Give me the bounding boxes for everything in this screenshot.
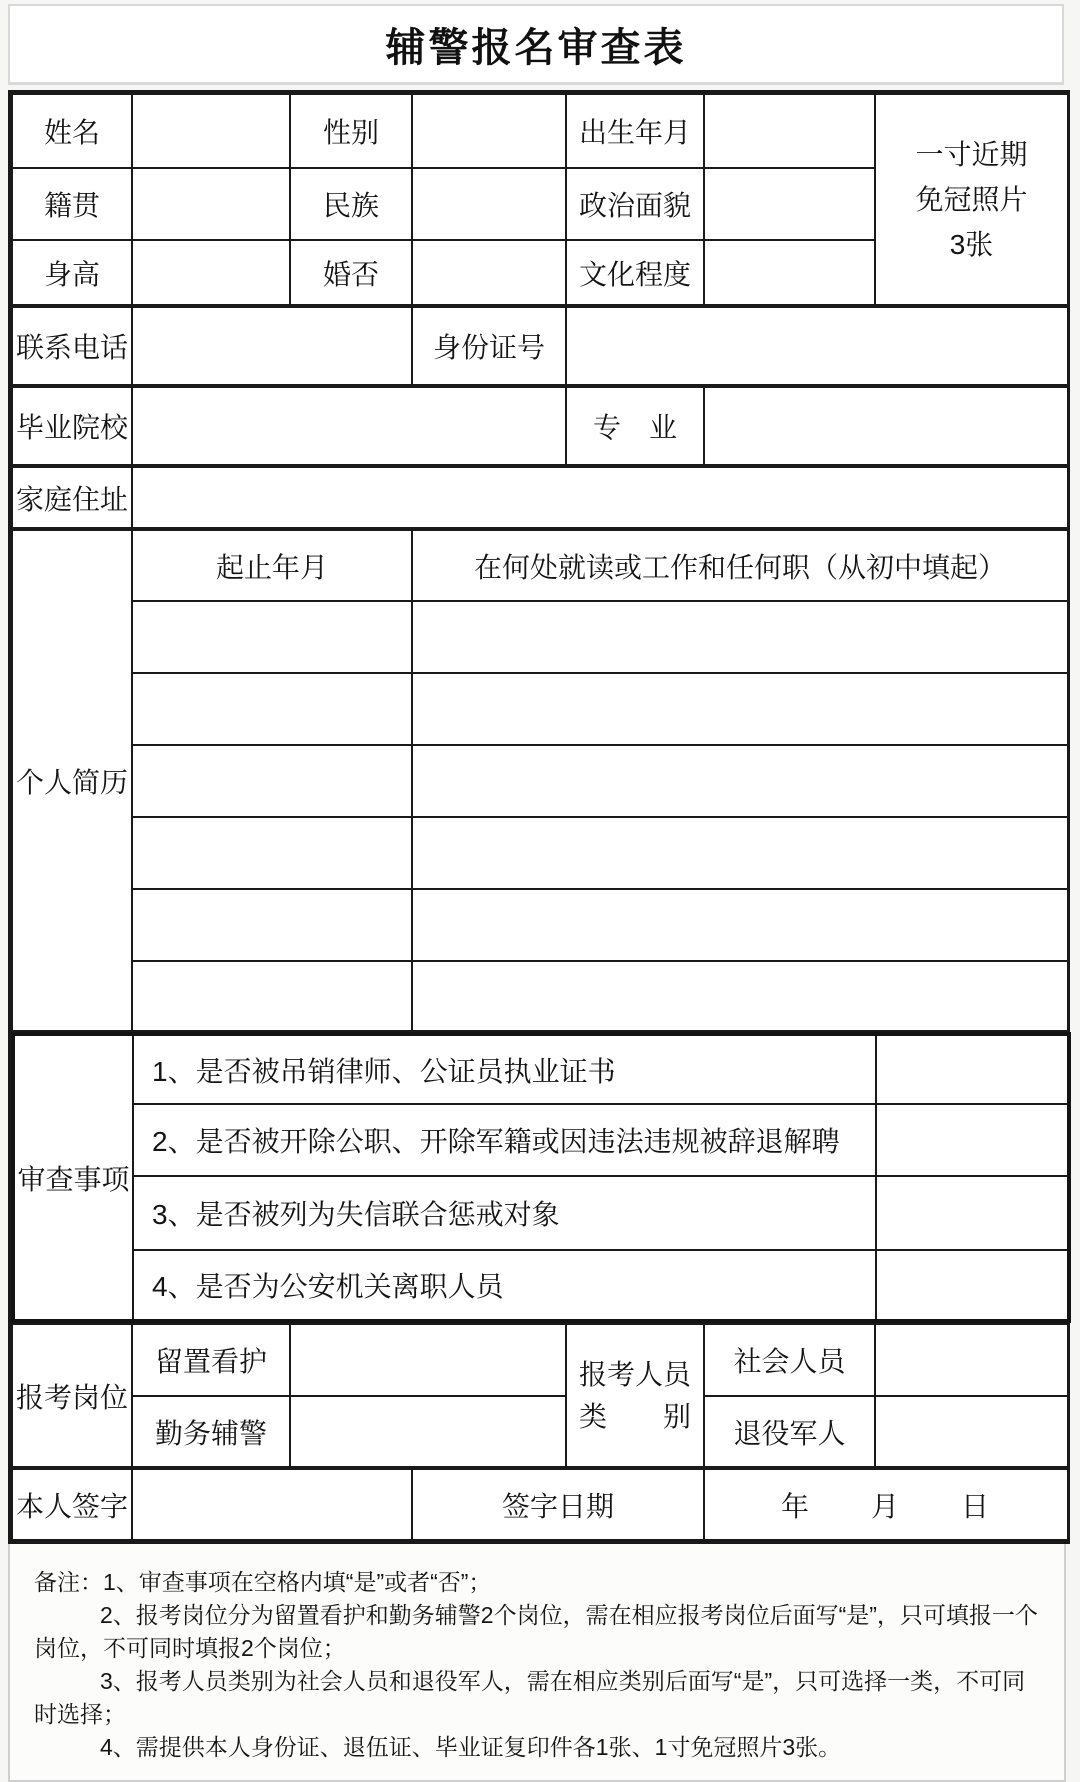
photo-placeholder xyxy=(875,94,1068,305)
note-line-2: 2、报考岗位分为留置看护和勤务辅警2个岗位，需在相应报考岗位后面写“是”，只可填报一个岗位，不可同时填报2个岗位； xyxy=(34,1602,1038,1661)
review-question-2: 2、是否被开除公职、开除军籍或因违法违规被辞退解聘 xyxy=(133,1104,876,1176)
native-place-label: 籍贯 xyxy=(12,168,132,240)
height-input[interactable] xyxy=(132,240,290,305)
id-number-input[interactable] xyxy=(566,307,1068,385)
photo-note-line2: 免冠照片 xyxy=(915,184,1028,215)
resume-detail-input[interactable] xyxy=(412,673,1068,745)
position-option-detention: 留置看护 xyxy=(132,1324,290,1396)
review-row-1 xyxy=(13,1034,1069,1104)
review-row-3 xyxy=(13,1176,1069,1250)
resume-period-input[interactable] xyxy=(132,817,412,889)
review-section-label: 审查事项 xyxy=(13,1034,133,1321)
height-label: 身高 xyxy=(12,240,132,305)
review-answer-input-2[interactable] xyxy=(876,1104,1069,1176)
resume-period-input[interactable] xyxy=(132,745,412,817)
signature-row xyxy=(12,1469,1068,1540)
signature-label: 本人签字 xyxy=(12,1469,132,1540)
resume-period-input[interactable] xyxy=(132,889,412,961)
position-row-1 xyxy=(12,1324,1068,1396)
address-input[interactable] xyxy=(132,467,1068,528)
resume-detail-input[interactable] xyxy=(412,601,1068,673)
resume-row xyxy=(12,889,1068,961)
name-input[interactable] xyxy=(132,94,290,168)
resume-detail-input[interactable] xyxy=(412,817,1068,889)
resume-row xyxy=(12,817,1068,889)
signature-date-input[interactable]: 年 月 日 xyxy=(704,1469,1068,1540)
id-number-label: 身份证号 xyxy=(412,307,566,385)
applicant-category-label-line2: 类 别 xyxy=(578,1400,691,1432)
education-label: 文化程度 xyxy=(566,240,704,305)
political-status-label: 政治面貌 xyxy=(566,168,704,240)
review-answer-input-4[interactable] xyxy=(876,1250,1069,1321)
contact-id-table xyxy=(11,306,1069,386)
applicant-category-label xyxy=(566,1324,704,1467)
position-row-2 xyxy=(12,1396,1068,1467)
review-items-table xyxy=(11,1032,1071,1323)
resume-header-row xyxy=(12,530,1068,601)
review-question-4: 4、是否为公安机关离职人员 xyxy=(133,1250,876,1321)
applicant-category-label-line1: 报考人员 xyxy=(578,1358,691,1390)
signature-table xyxy=(11,1468,1069,1541)
position-option-duty: 勤务辅警 xyxy=(132,1396,290,1467)
resume-row xyxy=(12,745,1068,817)
review-answer-input-3[interactable] xyxy=(876,1176,1069,1250)
resume-section-label: 个人简历 xyxy=(12,530,132,1031)
ethnicity-label: 民族 xyxy=(290,168,412,240)
address-label: 家庭住址 xyxy=(12,467,132,528)
note-line-4: 4、需提供本人身份证、退伍证、毕业证复印件各1张、1寸免冠照片3张。 xyxy=(100,1734,842,1760)
signature-input[interactable] xyxy=(132,1469,412,1540)
position-detention-input[interactable] xyxy=(290,1324,566,1396)
notes-section xyxy=(8,1544,1066,1782)
notes-prefix: 备注： xyxy=(34,1569,103,1595)
resume-period-header: 起止年月 xyxy=(132,530,412,601)
education-input[interactable] xyxy=(704,240,875,305)
resume-detail-input[interactable] xyxy=(412,961,1068,1031)
signature-date-label: 签字日期 xyxy=(412,1469,704,1540)
resume-row xyxy=(12,601,1068,673)
marital-label: 婚否 xyxy=(290,240,412,305)
category-civilian-input[interactable] xyxy=(875,1324,1068,1396)
name-label: 姓名 xyxy=(12,94,132,168)
gender-label: 性别 xyxy=(290,94,412,168)
basic-info-table xyxy=(11,93,1069,306)
row-name-gender-birth xyxy=(12,94,1068,168)
row-address xyxy=(12,467,1068,528)
marital-input[interactable] xyxy=(412,240,566,305)
category-option-veteran: 退役军人 xyxy=(704,1396,875,1467)
ethnicity-input[interactable] xyxy=(412,168,566,240)
gender-input[interactable] xyxy=(412,94,566,168)
major-input[interactable] xyxy=(704,387,1068,465)
category-option-civilian: 社会人员 xyxy=(704,1324,875,1396)
resume-detail-input[interactable] xyxy=(412,745,1068,817)
position-duty-input[interactable] xyxy=(290,1396,566,1467)
resume-row xyxy=(12,961,1068,1031)
photo-note-line1: 一寸近期 xyxy=(915,139,1028,170)
resume-detail-header: 在何处就读或工作和任何职（从初中填起） xyxy=(412,530,1068,601)
review-question-3: 3、是否被列为失信联合惩戒对象 xyxy=(133,1176,876,1250)
resume-period-input[interactable] xyxy=(132,961,412,1031)
note-item-1: 1、审查事项在空格内填“是”或者“否”； xyxy=(103,1569,492,1595)
review-row-4 xyxy=(13,1250,1069,1321)
review-answer-input-1[interactable] xyxy=(876,1034,1069,1104)
page-title: 辅警报名审查表 xyxy=(8,4,1064,85)
school-major-table xyxy=(11,386,1069,466)
resume-period-input[interactable] xyxy=(132,601,412,673)
school-label: 毕业院校 xyxy=(12,387,132,465)
note-line-1 xyxy=(34,1566,1042,1599)
native-place-input[interactable] xyxy=(132,168,290,240)
phone-input[interactable] xyxy=(132,307,412,385)
position-section-label: 报考岗位 xyxy=(12,1324,132,1467)
birth-label: 出生年月 xyxy=(566,94,704,168)
address-table xyxy=(11,466,1069,529)
resume-row xyxy=(12,673,1068,745)
row-phone-id xyxy=(12,307,1068,385)
photo-note-line3: 3张 xyxy=(949,229,994,260)
review-question-1: 1、是否被吊销律师、公证员执业证书 xyxy=(133,1034,876,1104)
school-input[interactable] xyxy=(132,387,566,465)
phone-label: 联系电话 xyxy=(12,307,132,385)
birth-input[interactable] xyxy=(704,94,875,168)
category-veteran-input[interactable] xyxy=(875,1396,1068,1467)
application-form-table xyxy=(8,90,1070,1544)
position-table xyxy=(11,1323,1069,1468)
resume-detail-input[interactable] xyxy=(412,889,1068,961)
resume-period-input[interactable] xyxy=(132,673,412,745)
major-label: 专 业 xyxy=(566,387,704,465)
political-status-input[interactable] xyxy=(704,168,875,240)
note-line-3: 3、报考人员类别为社会人员和退役军人，需在相应类别后面写“是”，只可选择一类，不可同时选择； xyxy=(34,1668,1026,1727)
review-row-2 xyxy=(13,1104,1069,1176)
resume-table xyxy=(11,529,1069,1032)
row-school-major xyxy=(12,387,1068,465)
